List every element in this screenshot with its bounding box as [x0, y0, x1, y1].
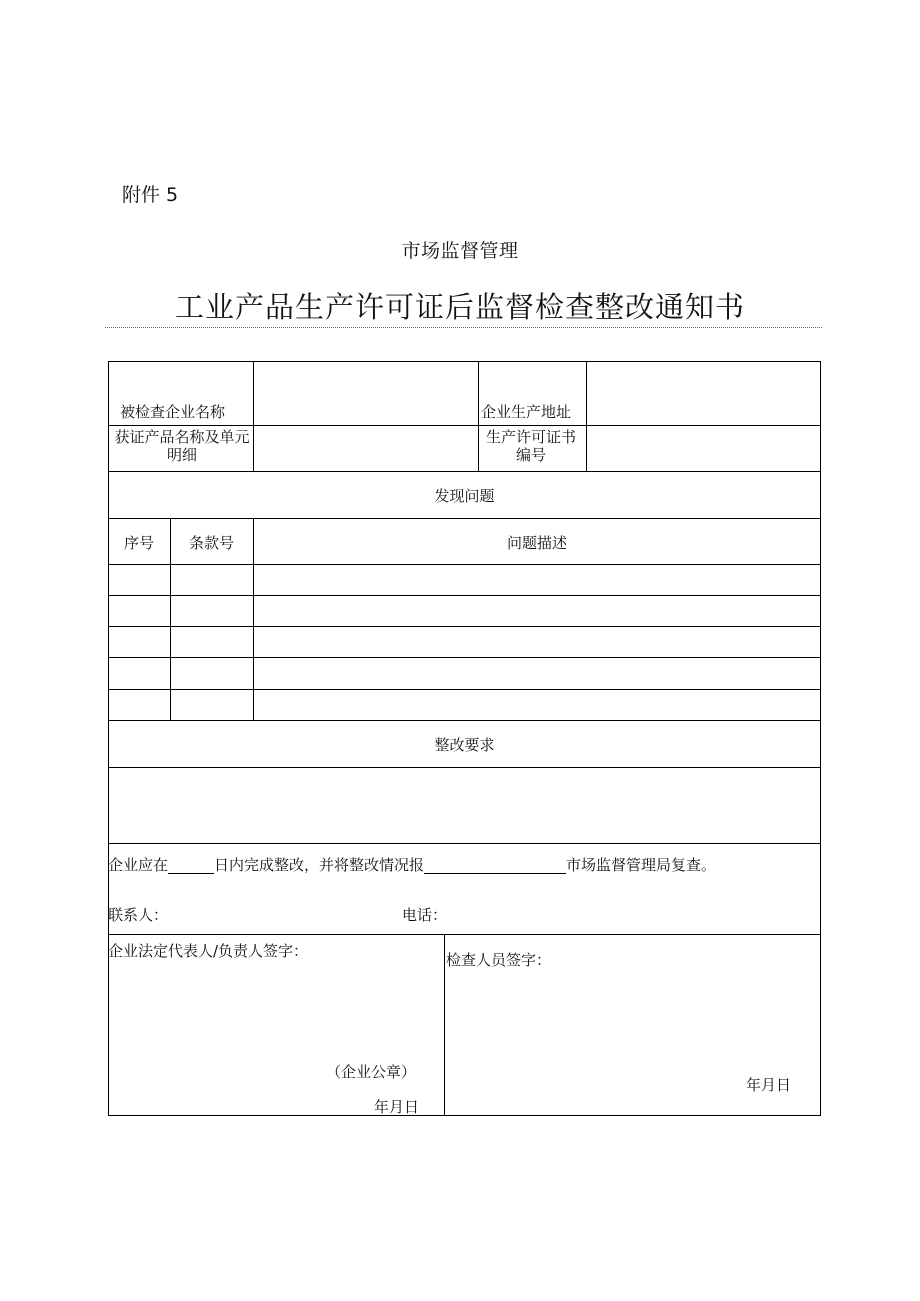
- col-divider: [478, 361, 479, 471]
- requirements-header: 整改要求: [434, 736, 495, 754]
- col-divider: [444, 934, 445, 1115]
- date-right: 年月日: [746, 1076, 792, 1094]
- license-value[interactable]: [587, 426, 820, 471]
- issue-row-4[interactable]: [109, 658, 820, 689]
- inspector-sign-label: 检查人员签字：: [446, 951, 552, 969]
- product-label: 获证产品名称及单元明细: [114, 428, 250, 464]
- date-left: 年月日: [374, 1098, 420, 1116]
- document-subtitle: 市场监督管理: [401, 240, 519, 262]
- issue-row-3[interactable]: [109, 627, 820, 657]
- issue-row-5[interactable]: [109, 690, 820, 720]
- row-divider: [108, 720, 821, 721]
- company-address-label: 企业生产地址: [481, 403, 572, 421]
- col-header-clause: 条款号: [188, 534, 234, 552]
- requirements-field[interactable]: [109, 768, 820, 843]
- company-name-value[interactable]: [254, 362, 478, 425]
- company-seal-label: （企业公章）: [326, 1063, 417, 1081]
- representative-sign-label: 企业法定代表人/负责人签字：: [108, 942, 309, 960]
- company-name-label: 被检查企业名称: [120, 403, 226, 421]
- phone-label: 电话：: [402, 906, 448, 924]
- issue-row-2[interactable]: [109, 596, 820, 626]
- attachment-label: 附件 5: [122, 184, 179, 206]
- license-label: 生产许可证书编号: [486, 428, 577, 464]
- row-divider: [108, 471, 821, 472]
- col-header-desc: 问题描述: [506, 534, 567, 552]
- authority-blank[interactable]: [424, 856, 566, 874]
- title-divider: [105, 327, 822, 328]
- product-value[interactable]: [254, 426, 478, 471]
- completion-part1: 企业应在: [108, 856, 169, 874]
- row-divider: [108, 934, 821, 935]
- row-divider: [108, 518, 821, 519]
- completion-part2: 日内完成整改，并将整改情况报: [214, 856, 425, 874]
- table-border-bottom: [108, 1115, 821, 1116]
- issues-header: 发现问题: [434, 487, 495, 505]
- company-address-value[interactable]: [587, 362, 820, 425]
- issue-row-1[interactable]: [109, 565, 820, 595]
- completion-part3: 市场监督管理局复查。: [566, 856, 717, 874]
- completion-statement: [108, 856, 716, 874]
- row-divider: [108, 843, 821, 844]
- contact-label: 联系人：: [108, 906, 169, 924]
- col-header-no: 序号: [123, 534, 154, 552]
- days-blank[interactable]: [168, 856, 214, 874]
- document-title: 工业产品生产许可证后监督检查整改通知书: [174, 290, 745, 324]
